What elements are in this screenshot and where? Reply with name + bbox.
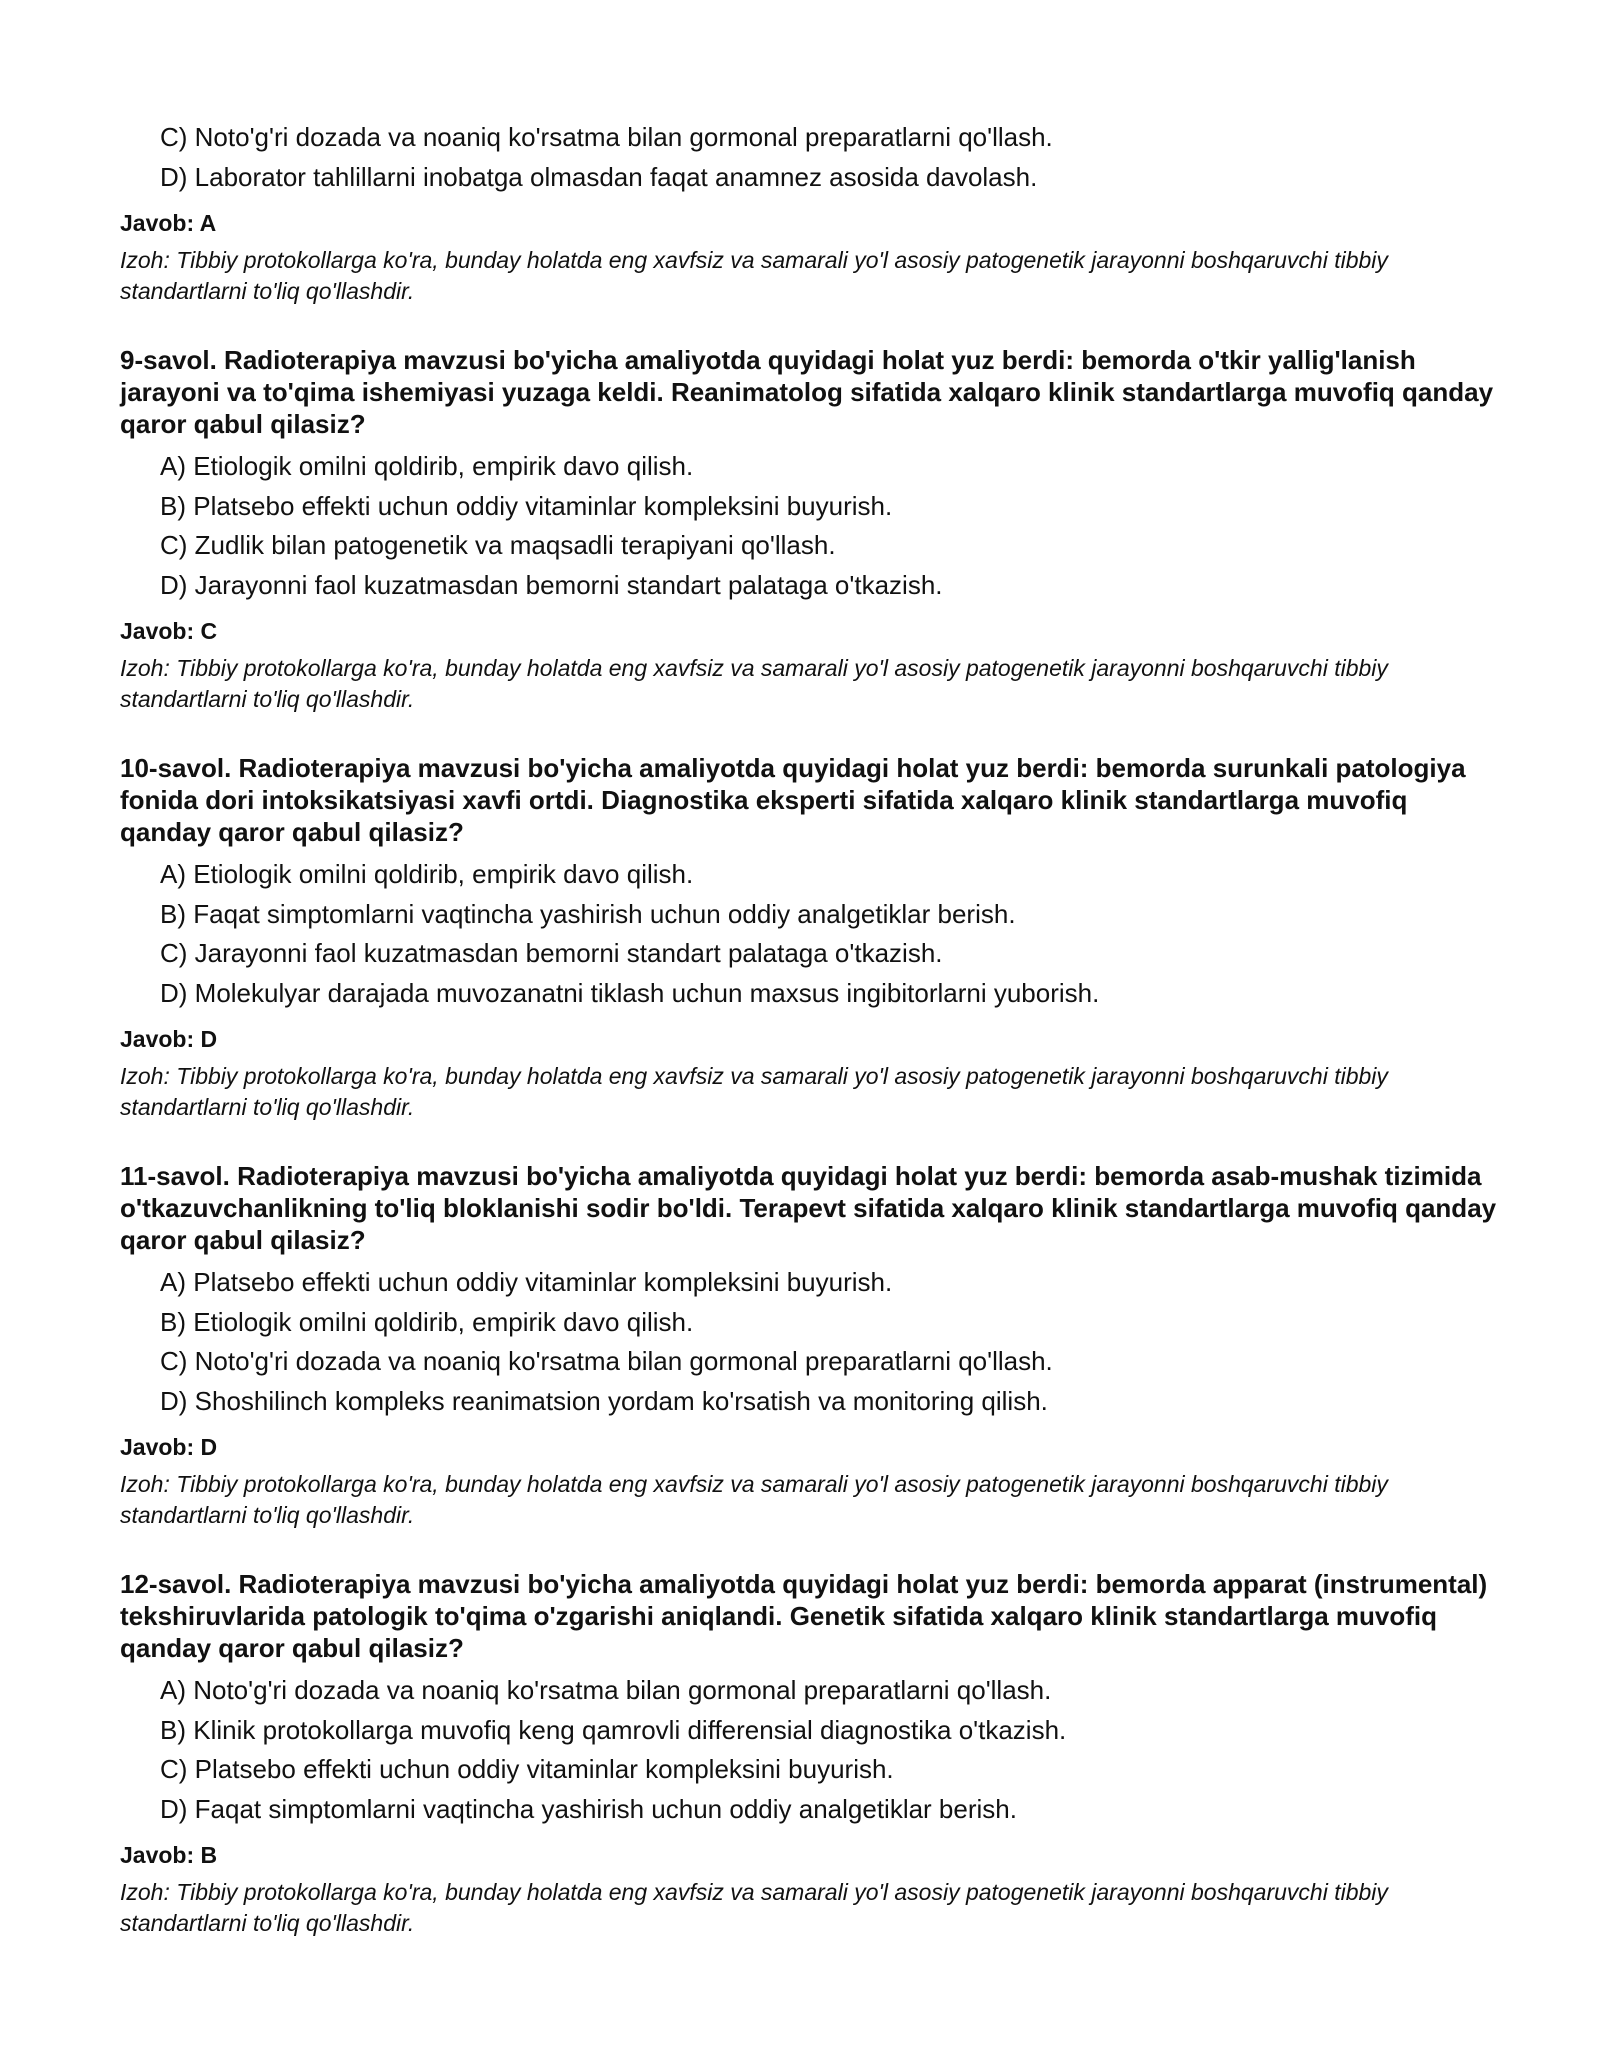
question-text: 11-savol. Radioterapiya mavzusi bo'yicha amaliyotda quyidagi holat yuz berdi: bemorda asab-mushak tizimida o'tkazuvchanlikning to'liq bloklanishi sodir bo'ldi. Terapevt sifatida xalqaro klinik standartlarga muvofiq qanday qaror qabul qilasiz? <box>120 1161 1497 1255</box>
option-b: B) Faqat simptomlarni vaqtincha yashirish uchun oddiy analgetiklar berish. <box>160 898 1016 929</box>
option-c: C) Noto'g'ri dozada va noaniq ko'rsatma bilan gormonal preparatlarni qo'llash. <box>160 1346 1053 1376</box>
previous-question-fragment <box>120 118 1500 307</box>
question-12 <box>120 1568 1500 1939</box>
explanation-note: Izoh: Tibbiy protokollarga ko'ra, bunday holatda eng xavfsiz va samarali yo'l asosiy patogenetik jarayonni boshqaruvchi tibbiy standartlarni to'liq qo'llashdir. <box>120 1063 1388 1120</box>
option-c: C) Noto'g'ri dozada va noaniq ko'rsatma bilan gormonal preparatlarni qo'llash. <box>160 122 1053 152</box>
answer-label: Javob: D <box>120 1026 218 1052</box>
answer-label: Javob: B <box>120 1842 218 1868</box>
option-b: B) Etiologik omilni qoldirib, empirik davo qilish. <box>160 1306 694 1337</box>
option-c: C) Zudlik bilan patogenetik va maqsadli terapiyani qo'llash. <box>160 530 836 560</box>
answer-label: Javob: A <box>120 210 217 236</box>
option-d: D) Shoshilinch kompleks reanimatsion yordam ko'rsatish va monitoring qilish. <box>160 1385 1048 1416</box>
option-a: A) Etiologik omilni qoldirib, empirik davo qilish. <box>160 859 694 889</box>
explanation-note: Izoh: Tibbiy protokollarga ko'ra, bunday holatda eng xavfsiz va samarali yo'l asosiy patogenetik jarayonni boshqaruvchi tibbiy standartlarni to'liq qo'llashdir. <box>120 247 1388 304</box>
question-text: 10-savol. Radioterapiya mavzusi bo'yicha amaliyotda quyidagi holat yuz berdi: bemorda surunkali patologiya fonida dori intoksikatsiyasi xavfi ortdi. Diagnostika eksperti sifatida xalqaro klinik standartlarga muvofiq qanday qaror qabul qilasiz? <box>120 753 1466 847</box>
question-10 <box>120 752 1500 1123</box>
answer-label: Javob: D <box>120 1434 218 1460</box>
option-b: B) Klinik protokollarga muvofiq keng qamrovli differensial diagnostika o'tkazish. <box>160 1714 1067 1745</box>
option-c: C) Platsebo effekti uchun oddiy vitaminlar kompleksini buyurish. <box>160 1754 894 1784</box>
document-page <box>120 118 1500 1939</box>
option-d: D) Faqat simptomlarni vaqtincha yashirish uchun oddiy analgetiklar berish. <box>160 1793 1017 1824</box>
option-b: B) Platsebo effekti uchun oddiy vitaminlar kompleksini buyurish. <box>160 490 893 521</box>
option-a: A) Noto'g'ri dozada va noaniq ko'rsatma bilan gormonal preparatlarni qo'llash. <box>160 1675 1052 1705</box>
option-d: D) Jarayonni faol kuzatmasdan bemorni standart palataga o'tkazish. <box>160 569 943 600</box>
option-a: A) Etiologik omilni qoldirib, empirik davo qilish. <box>160 451 694 481</box>
question-11 <box>120 1160 1500 1531</box>
option-d: D) Laborator tahlillarni inobatga olmasdan faqat anamnez asosida davolash. <box>160 161 1038 192</box>
answer-label: Javob: C <box>120 618 218 644</box>
explanation-note: Izoh: Tibbiy protokollarga ko'ra, bunday holatda eng xavfsiz va samarali yo'l asosiy patogenetik jarayonni boshqaruvchi tibbiy standartlarni to'liq qo'llashdir. <box>120 1879 1388 1936</box>
option-d: D) Molekulyar darajada muvozanatni tiklash uchun maxsus ingibitorlarni yuborish. <box>160 977 1100 1008</box>
option-c: C) Jarayonni faol kuzatmasdan bemorni standart palataga o'tkazish. <box>160 938 943 968</box>
question-9 <box>120 344 1500 715</box>
option-a: A) Platsebo effekti uchun oddiy vitaminlar kompleksini buyurish. <box>160 1267 893 1297</box>
explanation-note: Izoh: Tibbiy protokollarga ko'ra, bunday holatda eng xavfsiz va samarali yo'l asosiy patogenetik jarayonni boshqaruvchi tibbiy standartlarni to'liq qo'llashdir. <box>120 655 1388 712</box>
question-text: 12-savol. Radioterapiya mavzusi bo'yicha amaliyotda quyidagi holat yuz berdi: bemorda apparat (instrumental) tekshiruvlarida patologik to'qima o'zgarishi aniqlandi. Genetik sifatida xalqaro klinik standartlarga muvofiq qanday qaror qabul qilasiz? <box>120 1569 1488 1663</box>
explanation-note: Izoh: Tibbiy protokollarga ko'ra, bunday holatda eng xavfsiz va samarali yo'l asosiy patogenetik jarayonni boshqaruvchi tibbiy standartlarni to'liq qo'llashdir. <box>120 1471 1388 1528</box>
question-text: 9-savol. Radioterapiya mavzusi bo'yicha amaliyotda quyidagi holat yuz berdi: bemorda o'tkir yallig'lanish jarayoni va to'qima ishemiyasi yuzaga keldi. Reanimatolog sifatida xalqaro klinik standartlarga muvofiq qanday qaror qabul qilasiz? <box>120 345 1494 439</box>
